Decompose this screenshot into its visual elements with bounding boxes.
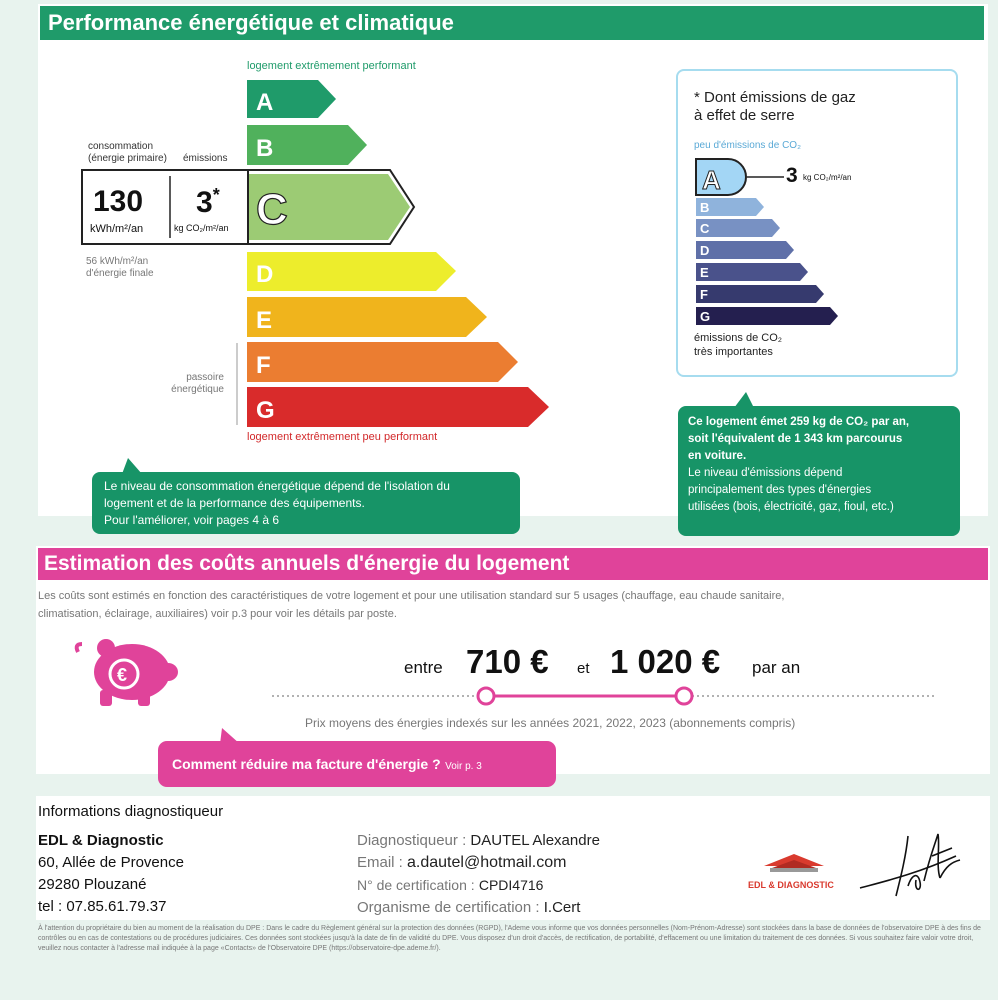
energy-class-e-letter: E: [256, 307, 273, 334]
ges-high-label: [694, 331, 782, 359]
reduce-bill-button[interactable]: [158, 741, 556, 787]
ges-class-f-letter: F: [700, 287, 708, 302]
consumption-label: [88, 141, 167, 165]
emissions-value: [196, 185, 220, 220]
diag-email-label: Email :: [357, 854, 403, 871]
signature-image: [856, 826, 966, 916]
consumption-label-line2: (énergie primaire): [88, 153, 167, 164]
ges-tip-line4: Le niveau d'émissions dépend: [688, 467, 843, 479]
diag-cert-value: CPDI4716: [478, 877, 544, 893]
ges-tip-bubble: [678, 406, 960, 536]
ges-unit: kg CO₂/m²/an: [803, 173, 852, 182]
energy-class-f-letter: F: [256, 352, 271, 379]
ges-class-d: [696, 241, 794, 259]
emissions-value-number: 3: [196, 186, 213, 219]
reduce-bill-button-label: Comment réduire ma facture d'énergie ?: [172, 756, 441, 772]
ges-title-line1: * Dont émissions de gaz: [694, 89, 856, 106]
energy-class-b: [247, 125, 367, 165]
ges-tip-bold-line1: Ce logement émet 259 kg de CO₂ par an,: [688, 416, 910, 428]
company-logo-text: EDL & DIAGNOSTIC: [748, 880, 834, 890]
ges-class-a-current: [696, 159, 784, 195]
ges-class-g: [696, 307, 838, 325]
diag-org-row: [357, 897, 600, 919]
ges-value: 3: [786, 164, 798, 187]
ges-class-e-letter: E: [700, 265, 709, 280]
ges-class-g-letter: G: [700, 309, 711, 324]
piggy-bank-icon: [72, 632, 182, 712]
cost-par-an-label: par an: [752, 658, 801, 677]
ges-tip-bold-line3: en voiture.: [688, 450, 747, 462]
ges-class-d-letter: D: [700, 243, 710, 258]
ges-tip-bold-line2: soit l'équivalent de 1 343 km parcourus: [688, 433, 903, 445]
energy-class-d: [247, 252, 456, 291]
diag-cert-row: [357, 874, 600, 897]
energy-tip-line1: Le niveau de consommation énergétique dépend de l'isolation du: [104, 479, 450, 493]
costs-intro: [38, 587, 990, 623]
ges-high-label-line1: émissions de CO₂: [694, 332, 783, 344]
final-energy-value: 56 kWh/m²/an: [86, 256, 149, 267]
legal-notice: À l'attention du propriétaire du bien au moment de la réalisation du DPE : Dans le cadre du Règlement général sur la protection des données (RGPD), l'Ademe vous informe que vos données personnelles (Nom-Prénom-Adresse) sont stockées dans la base de données de l'observatoire DPE à des fins de contrôles ou en cas de contestations ou de procédures judiciaires. Ces données sont stockées jusqu'à la date de fin de validité du DPE. Vous disposez d'un droit d'accès, de rectification, de portabilité, d'effacement ou une limitation du traitement de ces données. Si vous souhaitez faire valoir votre droit, veuillez nous contacter à l'adresse mail indiquée à la page «Contacts» de l'Observatoire DPE (https://observatoire-dpe.ademe.fr/).: [38, 925, 981, 952]
ges-title-line2: à effet de serre: [694, 107, 795, 124]
ges-title: [694, 89, 856, 125]
diag-diagnostiqueur-value: DAUTEL Alexandre: [470, 832, 600, 849]
diag-org-label: Organisme de certification :: [357, 899, 540, 916]
energy-class-d-letter: D: [256, 261, 274, 288]
cost-note: Prix moyens des énergies indexés sur les années 2021, 2022, 2023 (abonnements compris): [305, 716, 796, 730]
diag-phone: tel : 07.85.61.79.37: [38, 898, 167, 915]
diag-org-value: I.Cert: [543, 899, 581, 916]
top-scale-label: logement extrêmement performant: [247, 60, 416, 72]
passoire-label: [160, 372, 224, 396]
ges-class-c: [696, 219, 780, 237]
cost-max-value: 1 020 €: [610, 643, 721, 680]
energy-tip-line2: logement et de la performance des équipements.: [104, 496, 365, 510]
ges-class-e: [696, 263, 808, 281]
cost-min-marker: [478, 688, 494, 704]
diag-section-title: Informations diagnostiqueur: [38, 803, 224, 820]
cost-max-marker: [676, 688, 692, 704]
diag-cert-label: N° de certification :: [357, 877, 475, 893]
passoire-line1: passoire: [186, 372, 224, 383]
costs-section-title: Estimation des coûts annuels d'énergie du logement: [38, 548, 988, 580]
cost-entre-label: entre: [404, 658, 443, 677]
diag-email-row: [357, 852, 600, 874]
diag-company-block: [38, 830, 184, 918]
ges-class-a-letter: A: [702, 165, 721, 195]
ges-class-c-letter: C: [700, 221, 710, 236]
cost-et-label: et: [577, 660, 590, 677]
bottom-scale-label: logement extrêmement peu performant: [247, 431, 438, 443]
ges-class-b-letter: B: [700, 200, 710, 215]
energy-class-a-letter: A: [256, 89, 274, 116]
ges-high-label-line2: très importantes: [694, 346, 773, 358]
diag-cert-block: [357, 830, 600, 919]
diag-address-line1: 60, Allée de Provence: [38, 854, 184, 871]
energy-class-g: [247, 387, 549, 427]
diag-company-name: EDL & Diagnostic: [38, 832, 164, 849]
ges-low-label: peu d'émissions de CO₂: [694, 140, 801, 151]
consumption-value: 130: [93, 185, 144, 218]
diag-diagnostiqueur-row: [357, 830, 600, 852]
diag-address-line2: 29280 Plouzané: [38, 876, 147, 893]
ges-class-b: [696, 198, 764, 216]
consumption-label-line1: consommation: [88, 141, 154, 152]
energy-tip-line3: Pour l'améliorer, voir pages 4 à 6: [104, 513, 280, 527]
diag-diagnostiqueur-label: Diagnostiqueur :: [357, 832, 467, 849]
energy-class-f: [247, 342, 518, 382]
costs-intro-line1: Les coûts sont estimés en fonction des caractéristiques de votre logement et pour une utilisation standard sur 5 usages (chauffage, eau chaude sanitaire,: [38, 590, 785, 602]
energy-class-a: [247, 80, 336, 118]
emissions-star: *: [212, 185, 220, 205]
consumption-unit: kWh/m²/an: [90, 223, 144, 235]
piggy-euro-symbol: €: [117, 665, 128, 685]
final-energy-note: [86, 256, 154, 280]
energy-tip-bubble: [92, 472, 520, 534]
cost-min-value: 710 €: [466, 643, 549, 680]
energy-class-b-letter: B: [256, 135, 274, 162]
emissions-unit: kg CO₂/m²/an: [174, 223, 229, 233]
ges-tip-line6: utilisées (bois, électricité, gaz, fioul, etc.): [688, 501, 894, 513]
energy-section-title: Performance énergétique et climatique: [40, 6, 984, 40]
energy-class-g-letter: G: [256, 397, 275, 424]
energy-class-c-letter: C: [256, 185, 288, 234]
cost-range-slider: [270, 686, 940, 706]
reduce-bill-button-hint: Voir p. 3: [445, 761, 482, 772]
ges-class-f: [696, 285, 824, 303]
ges-tip-line5: principalement des types d'énergies: [688, 484, 872, 496]
emissions-label: émissions: [183, 153, 228, 164]
company-logo: [742, 848, 846, 898]
final-energy-label: d'énergie finale: [86, 268, 154, 279]
costs-intro-line2: climatisation, éclairage, auxiliaires) voir p.3 pour voir les détails par poste.: [38, 608, 397, 620]
passoire-line2: énergétique: [171, 384, 224, 395]
diag-email-value[interactable]: a.dautel@hotmail.com: [407, 854, 567, 871]
energy-class-e: [247, 297, 487, 337]
